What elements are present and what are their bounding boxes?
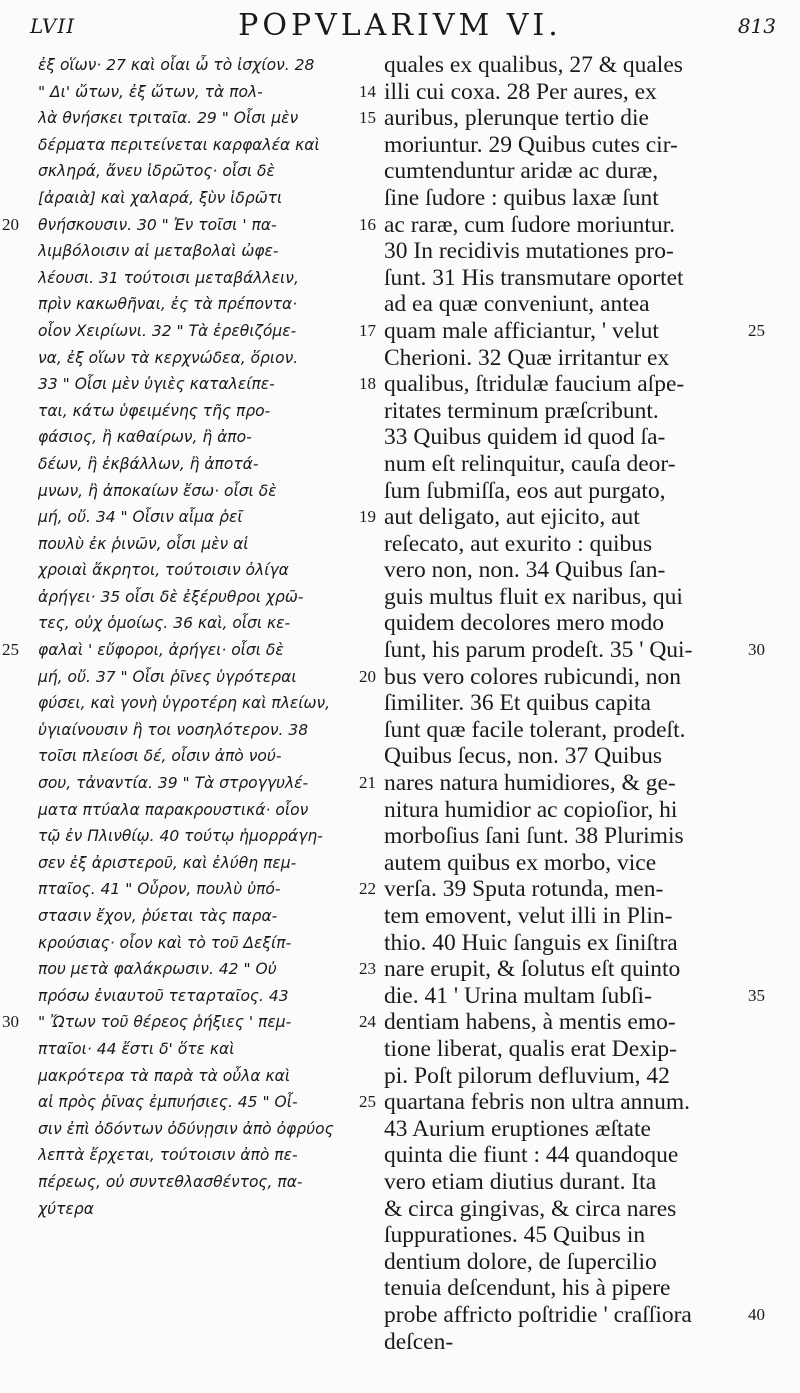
greek-line-number: [348, 983, 376, 1010]
latin-text-line: bus vero colores rubicundi, non: [384, 663, 681, 690]
right-margin-number: [748, 956, 792, 983]
greek-text-line: να, ἐξ οἵων τὰ κερχνώδεα, ὅριον.: [38, 348, 299, 367]
greek-text-line: μή, οὔ. 37 " Οἷσι ῥῖνες ὑγρότεραι: [38, 667, 297, 686]
latin-text-line: thio. 40 Huic ſanguis ex ſiniſtra: [384, 929, 678, 956]
right-margin-number: [748, 158, 792, 185]
latin-text-line: Quibus ſecus, non. 37 Quibus: [384, 743, 663, 770]
latin-text-line: deſcen-: [384, 1328, 454, 1355]
greek-text-line: μή, οὔ. 34 " Οἷσιν αἷμα ῥεῖ: [38, 508, 243, 527]
right-margin-number: [748, 132, 792, 159]
greek-line-number: 23: [359, 959, 376, 979]
greek-line-number: [348, 930, 376, 957]
right-margin-number: [748, 1249, 792, 1276]
right-margin-number: [748, 1275, 792, 1302]
greek-text-line: θνήσκουσιν. 30 " Ἐν τοῖσι ' πα-: [38, 215, 277, 234]
greek-line-number: [348, 584, 376, 611]
greek-line-number: [348, 478, 376, 505]
left-margin-number: [2, 504, 36, 531]
greek-text-line: φάσιος, ἢ καθαίρων, ἢ ἀπο-: [38, 428, 252, 447]
greek-text-line: πρόσω ἐνιαυτοῦ τεταρταῖος. 43: [38, 986, 289, 1005]
left-margin-number: [2, 398, 36, 425]
left-margin-number: [2, 238, 36, 265]
latin-text-line: ſuppurationes. 45 Quibus in: [384, 1222, 646, 1249]
greek-text-line: σιν ἐπὶ ὀδόντων ὀδύνῃσιν ἀπὸ ὀφρύος: [38, 1119, 334, 1138]
greek-line-number: [348, 345, 376, 372]
greek-line-number: [348, 1169, 376, 1196]
right-margin-number: [748, 797, 792, 824]
right-margin-number: [748, 212, 792, 239]
latin-text-line: tem emovent, velut illi in Plin-: [384, 903, 673, 929]
greek-line-number: [348, 451, 376, 478]
latin-text-line: die. 41 ' Urina multam ſubſi-: [384, 982, 652, 1009]
left-margin-number: [2, 185, 36, 212]
greek-text-line: λὰ θνήσκει τριταῖα. 29 " Οἷσι μὲν: [38, 109, 299, 128]
greek-line-number: [348, 743, 376, 770]
latin-text-line: quartana febris non ultra annum.: [384, 1089, 691, 1116]
left-margin-number: [2, 478, 36, 505]
left-margin-number: [2, 345, 36, 372]
greek-text-line: σεν ἐξ ἀριστεροῦ, καὶ ἐλύθη πεμ-: [38, 853, 297, 872]
right-margin-number: [748, 770, 792, 797]
left-margin-number: [2, 930, 36, 957]
right-margin-number: [748, 903, 792, 930]
left-margin-number: [2, 371, 36, 398]
greek-text-line: τες, οὐχ ὁμοίως. 36 καὶ, οἷσι κε-: [38, 614, 291, 633]
latin-text-line: quidem decolores mero modo: [384, 610, 664, 637]
right-margin-number: [748, 79, 792, 106]
greek-text-line: μακρότερα τὰ παρὰ τὰ οὖλα καὶ: [38, 1066, 291, 1085]
greek-line-number: [348, 185, 376, 212]
right-margin-number: [748, 557, 792, 584]
right-margin-line-numbers: [748, 52, 792, 1355]
left-margin-number: 30: [2, 1012, 19, 1032]
left-margin-number: [2, 823, 36, 850]
left-margin-number: [2, 424, 36, 451]
greek-text-line: πουλὺ ἐκ ῥινῶν, οἷσι μὲν αἱ: [38, 534, 249, 553]
latin-text-line: ſunt. 31 His transmutare oportet: [384, 264, 684, 291]
right-margin-number: [748, 743, 792, 770]
greek-text-line: στασιν ἔχον, ῥύεται τὰς παρα-: [38, 907, 278, 925]
greek-text-line: δέων, ἢ ἐκβάλλων, ἢ ἀποτά-: [38, 454, 259, 473]
greek-text-line: πέρεως, οὐ συντεθλασθέντος, πα-: [38, 1172, 303, 1191]
greek-line-number: [348, 1142, 376, 1169]
right-margin-number: [748, 1142, 792, 1169]
latin-text-line: tenuia deſcendunt, his à pipere: [384, 1275, 671, 1302]
left-margin-number: [2, 956, 36, 983]
greek-text-line: ματα πτύαλα παρακρουστικά· οἷον: [38, 800, 309, 819]
right-margin-number: [748, 185, 792, 212]
greek-text-line: πταῖος. 41 " Οὖρον, πουλὺ ὑπό-: [38, 880, 281, 899]
latin-text-line: dentium dolore, de ſupercilio: [384, 1248, 657, 1275]
greek-line-number: 19: [359, 507, 376, 527]
greek-line-number: 25: [359, 1092, 376, 1112]
left-margin-number: [2, 1196, 36, 1223]
left-margin-number: [2, 1142, 36, 1169]
greek-text-line: αἱ πρὸς ῥῖνας ἐμπυήσιες. 45 " Οἷ-: [38, 1093, 298, 1112]
greek-text-column: [38, 52, 364, 1222]
right-margin-number: [748, 52, 792, 79]
greek-text-line: πταῖοι· 44 ἔστι δ' ὅτε καὶ: [38, 1039, 235, 1058]
left-margin-number: 25: [2, 640, 19, 660]
greek-text-line: ὑγιαίνουσιν ἢ τοι νοσηλότερον. 38: [38, 720, 309, 739]
latin-text-line: ad ea quæ conveniunt, antea: [384, 291, 650, 318]
left-margin-number: [2, 1089, 36, 1116]
greek-text-line: σκληρά, ἄνευ ἱδρῶτος· οἷσι δὲ: [38, 162, 275, 181]
greek-line-number: 17: [359, 320, 376, 340]
left-margin-number: [2, 132, 36, 159]
greek-text-line: φύσει, καὶ γονὴ ὑγροτέρη καὶ πλείων,: [38, 694, 331, 713]
left-margin-number: [2, 265, 36, 292]
right-margin-number: [748, 105, 792, 132]
left-margin-number: [2, 584, 36, 611]
right-margin-number: [748, 1063, 792, 1090]
left-margin-number: 20: [2, 214, 19, 234]
greek-line-number: 21: [359, 773, 376, 793]
latin-text-line: quam male afficiantur, ' velut: [384, 317, 659, 344]
left-margin-number: [2, 850, 36, 877]
latin-text-line: cumtenduntur aridæ ac duræ,: [384, 158, 659, 185]
latin-text-line: ſine ſudore : quibus laxæ ſunt: [384, 184, 659, 211]
greek-text-line: [ἀραιὰ] καὶ χαλαρά, ξὺν ἱδρῶτι: [38, 188, 283, 207]
greek-text-line: λεπτὰ ἔρχεται, τούτοισιν ἀπὸ πε-: [38, 1146, 298, 1165]
right-margin-number: [748, 610, 792, 637]
left-margin-number: [2, 531, 36, 558]
right-margin-number: [748, 291, 792, 318]
latin-text-line: probe affricto poſtridie ' craſſiora: [384, 1301, 692, 1328]
greek-text-line: πρὶν κακωθῆναι, ἐς τὰ πρέποντα·: [38, 295, 298, 314]
right-margin-number: [748, 1036, 792, 1063]
greek-text-line: ἐξ οἵων· 27 καὶ οἷαι ὦ τὸ ἰσχίον. 28: [38, 56, 315, 74]
greek-text-line: χροιαὶ ἄκρητοι, τούτοισιν ὀλίγα: [38, 561, 289, 580]
greek-line-number: [348, 1116, 376, 1143]
latin-text-line: ſunt quæ facile tolerant, prodeſt.: [384, 716, 686, 743]
greek-line-number: [348, 1063, 376, 1090]
latin-text-line: Cherioni. 32 Quæ irritantur ex: [384, 344, 670, 371]
left-margin-number: [2, 690, 36, 717]
left-margin-number: [2, 983, 36, 1010]
greek-line-number: 14: [359, 81, 376, 101]
greek-text-line: 33 " Οἷσι μὲν ὑγιὲς καταλείπε-: [38, 375, 275, 394]
latin-text-line: ſunt, his parum prodeſt. 35 ' Qui-: [384, 637, 693, 664]
latin-text-line: guis multus fluit ex naribus, qui: [384, 583, 683, 610]
latin-text-column: [384, 52, 744, 1355]
left-margin-number: [2, 1063, 36, 1090]
right-margin-number: 25: [748, 320, 765, 340]
greek-line-number: 15: [359, 108, 376, 128]
right-margin-number: [748, 371, 792, 398]
right-margin-number: [748, 345, 792, 372]
latin-text-line: nares natura humidiores, & ge-: [384, 770, 676, 797]
greek-line-number: [348, 424, 376, 451]
latin-text-line: vero non, non. 34 Quibus ſan-: [384, 557, 666, 584]
greek-text-line: μνων, ἢ ἀποκαίων ἔσω· οἷσι δὲ: [38, 481, 277, 500]
right-margin-number: [748, 1009, 792, 1036]
left-margin-number: [2, 318, 36, 345]
latin-text-line: autem quibus ex morbo, vice: [384, 849, 657, 876]
right-margin-number: [748, 398, 792, 425]
greek-text-line: " Δι' ὤτων, ἐξ ὤτων, τὰ πολ-: [38, 82, 263, 101]
greek-line-number: [348, 132, 376, 159]
greek-line-number: [348, 1036, 376, 1063]
right-margin-number: [748, 930, 792, 957]
latin-text-line: pi. Poſt pilorum defluvium, 42: [384, 1062, 670, 1089]
greek-line-number: [348, 850, 376, 877]
greek-line-number: [348, 797, 376, 824]
right-margin-number: [748, 717, 792, 744]
right-margin-number: 40: [748, 1304, 765, 1324]
left-margin-line-numbers: [2, 52, 36, 1222]
greek-line-number: 18: [359, 374, 376, 394]
left-margin-number: [2, 52, 36, 79]
greek-text-line: τῷ ἐν Πλινθίῳ. 40 τούτῳ ἡμορράγη-: [38, 827, 323, 846]
left-margin-number: [2, 1169, 36, 1196]
greek-line-number: [348, 265, 376, 292]
right-margin-number: [748, 850, 792, 877]
greek-line-number: [348, 637, 376, 664]
latin-text-line: vero etiam diutius durant. Ita: [384, 1168, 657, 1195]
right-margin-number: [748, 876, 792, 903]
greek-line-number: [348, 52, 376, 79]
right-margin-number: [748, 1329, 792, 1356]
right-margin-number: [748, 690, 792, 717]
left-margin-number: [2, 451, 36, 478]
greek-line-number: [348, 238, 376, 265]
left-margin-number: [2, 664, 36, 691]
latin-text-line: auribus, plerunque tertio die: [384, 105, 649, 132]
latin-text-line: & circa gingivas, & circa nares: [384, 1195, 677, 1222]
left-margin-number: [2, 797, 36, 824]
greek-text-line: λιμβόλοισιν αἱ μεταβολαὶ ὠφε-: [38, 242, 279, 261]
greek-text-line: φαλαὶ ' εὔφοροι, ἀρήγει· οἷσι δὲ: [38, 641, 284, 660]
greek-line-number: [348, 158, 376, 185]
latin-text-line: aut deligato, aut ejicito, aut: [384, 504, 640, 531]
latin-text-line: num eſt relinquitur, cauſa deor-: [384, 450, 676, 477]
right-margin-number: [748, 1222, 792, 1249]
right-margin-number: [748, 584, 792, 611]
latin-text-line: ſum ſubmiſſa, eos aut purgato,: [384, 477, 666, 504]
latin-text-line: reſecato, aut exurito : quibus: [384, 530, 653, 557]
latin-text-line: quinta die fiunt : 44 quandoque: [384, 1142, 679, 1169]
left-margin-number: [2, 291, 36, 318]
latin-text-line: moriuntur. 29 Quibus cutes cir-: [384, 131, 678, 158]
greek-text-line: ται, κάτω ὑφειμένης τῆς προ-: [38, 401, 271, 420]
greek-text-line: χύτερα: [38, 1199, 94, 1218]
greek-text-line: κρούσιας· οἷον καὶ τὸ τοῦ Δεξίπ-: [38, 933, 292, 952]
latin-text-line: verſa. 39 Sputa rotunda, men-: [384, 876, 664, 903]
signature-mark: LVII: [30, 14, 76, 38]
greek-line-number: 16: [359, 214, 376, 234]
greek-line-number: 22: [359, 879, 376, 899]
right-margin-number: [748, 1089, 792, 1116]
left-margin-number: [2, 876, 36, 903]
greek-line-number: [348, 531, 376, 558]
page-number: 813: [737, 14, 776, 38]
latin-text-line: 33 Quibus quidem id quod ſa-: [384, 424, 666, 451]
latin-text-line: ac raræ, cum ſudore moriuntur.: [384, 211, 676, 238]
right-margin-number: [748, 531, 792, 558]
greek-line-number: [348, 717, 376, 744]
latin-text-line: tione liberat, qualis erat Dexip-: [384, 1035, 677, 1062]
greek-line-number: [348, 690, 376, 717]
latin-text-line: 30 In recidivis mutationes pro-: [384, 238, 674, 265]
latin-text-line: nare erupit, & ſolutus eſt quinto: [384, 956, 681, 983]
greek-text-line: λέουσι. 31 τούτοισι μεταβάλλειν,: [38, 268, 299, 287]
latin-text-line: qualibus, ſtridulæ faucium aſpe-: [384, 371, 685, 398]
latin-text-line: nitura humidior ac copioſior, hi: [384, 796, 678, 823]
greek-text-line: τοῖσι πλείοσι δέ, οἷσιν ἀπὸ νού-: [38, 747, 282, 766]
greek-line-number: [348, 1196, 376, 1223]
left-margin-number: [2, 1116, 36, 1143]
left-margin-number: [2, 557, 36, 584]
left-margin-number: [2, 717, 36, 744]
greek-line-number: [348, 398, 376, 425]
latin-text-line: quales ex qualibus, 27 & quales: [384, 52, 683, 78]
greek-line-number: [348, 903, 376, 930]
greek-line-number: [348, 823, 376, 850]
greek-line-number: [348, 291, 376, 318]
greek-line-number: [348, 557, 376, 584]
latin-text-line: illi cui coxa. 28 Per aures, ex: [384, 78, 657, 105]
right-margin-number: [748, 451, 792, 478]
right-margin-number: [748, 478, 792, 505]
left-margin-number: [2, 610, 36, 637]
left-margin-number: [2, 105, 36, 132]
greek-text-line: ἀρήγει· 35 οἷσι δὲ ἐξέρυθροι χρῶ-: [38, 587, 304, 606]
right-margin-number: [748, 1116, 792, 1143]
greek-text-line: δέρματα περιτείνεται καρφαλέα καὶ: [38, 135, 320, 154]
greek-text-line: οἷον Χειρίωνι. 32 " Τὰ ἐρεθιζόμε-: [38, 321, 297, 340]
right-margin-number: 30: [748, 640, 765, 660]
right-margin-number: [748, 664, 792, 691]
greek-line-number: 20: [359, 666, 376, 686]
right-margin-number: [748, 823, 792, 850]
greek-line-numbers: [348, 52, 376, 1222]
left-margin-number: [2, 743, 36, 770]
greek-text-line: σου, τἀναντία. 39 " Τὰ στρογγυλέ-: [38, 774, 309, 793]
latin-text-line: 43 Aurium eruptiones æſtate: [384, 1115, 651, 1142]
latin-text-line: dentiam habens, à mentis emo-: [384, 1009, 676, 1036]
greek-line-number: [348, 610, 376, 637]
right-margin-number: 35: [748, 985, 765, 1005]
right-margin-number: [748, 424, 792, 451]
left-margin-number: [2, 770, 36, 797]
latin-text-line: ſimiliter. 36 Et quibus capita: [384, 690, 651, 717]
right-margin-number: [748, 238, 792, 265]
left-margin-number: [2, 1036, 36, 1063]
right-margin-number: [748, 504, 792, 531]
left-margin-number: [2, 158, 36, 185]
left-margin-number: [2, 79, 36, 106]
latin-text-line: ritates terminum præſcribunt.: [384, 397, 659, 424]
greek-text-line: " Ὤτων τοῦ θέρεος ῥήξιες ' πεμ-: [38, 1013, 292, 1032]
right-margin-number: [748, 1169, 792, 1196]
latin-text-line: morboſius ſani ſunt. 38 Plurimis: [384, 823, 684, 850]
left-margin-number: [2, 903, 36, 930]
greek-text-line: που μετὰ φαλάκρωσιν. 42 " Οὐ: [38, 960, 277, 979]
right-margin-number: [748, 1196, 792, 1223]
right-margin-number: [748, 265, 792, 292]
greek-line-number: 24: [359, 1012, 376, 1032]
running-title: POPVLARIVM VI.: [238, 8, 562, 43]
